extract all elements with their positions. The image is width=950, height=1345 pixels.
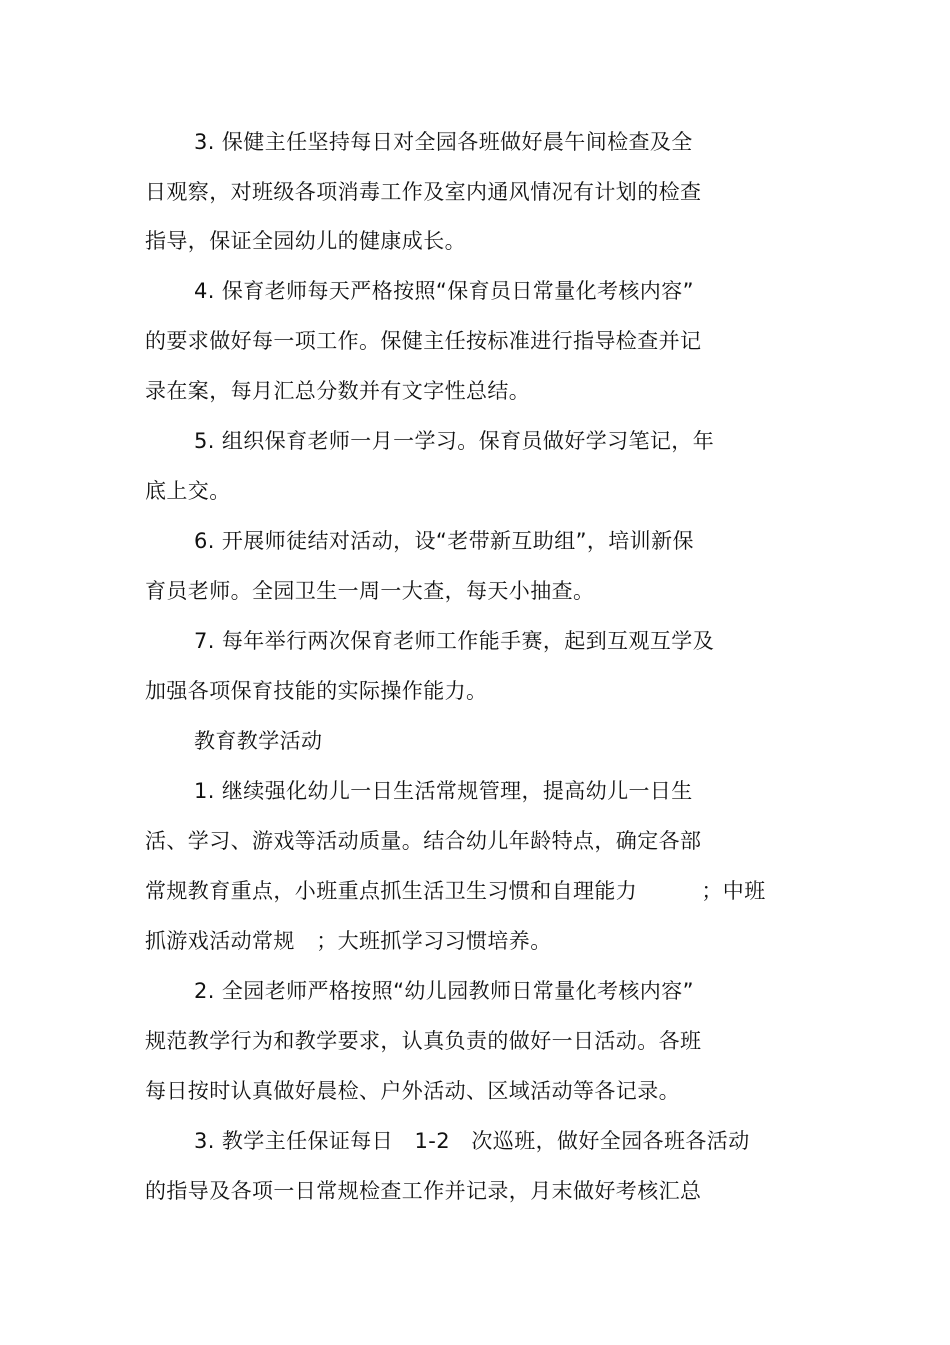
- text-line: 5. 组织保育老师一月一学习。保育员做好学习笔记，年: [194, 429, 715, 453]
- text-line: 加强各项保育技能的实际操作能力。: [145, 679, 488, 703]
- text-line: 日观察，对班级各项消毒工作及室内通风情况有计划的检查: [145, 180, 702, 204]
- text-line: 3. 保健主任坚持每日对全园各班做好晨午间检查及全: [194, 130, 693, 154]
- text-line: 育员老师。全园卫生一周一大查，每天小抽查。: [145, 579, 595, 603]
- text-line: 底上交。: [145, 479, 231, 503]
- section-heading: 教育教学活动: [194, 729, 323, 753]
- text-line: 指导，保证全园幼儿的健康成长。: [145, 229, 466, 253]
- text-line: 4. 保育老师每天严格按照“保育员日常量化考核内容”: [194, 279, 694, 303]
- text-line: 1. 继续强化幼儿一日生活常规管理，提高幼儿一日生: [194, 779, 693, 803]
- text-line: 规范教学行为和教学要求，认真负责的做好一日活动。各班: [145, 1029, 702, 1053]
- text-line: 每日按时认真做好晨检、户外活动、区域活动等各记录。: [145, 1079, 680, 1103]
- text-line: 6. 开展师徒结对活动，设“老带新互助组”，培训新保: [194, 529, 694, 553]
- text-line: 的指导及各项一日常规检查工作并记录，月末做好考核汇总: [145, 1179, 702, 1203]
- text-line: 活、学习、游戏等活动质量。结合幼儿年龄特点，确定各部: [145, 829, 702, 853]
- text-line: 的要求做好每一项工作。保健主任按标准进行指导检查并记: [145, 329, 702, 353]
- text-line: 抓游戏活动常规 ；大班抓学习习惯培养。: [145, 929, 552, 953]
- text-line: 录在案，每月汇总分数并有文字性总结。: [145, 379, 531, 403]
- text-line: 7. 每年举行两次保育老师工作能手赛，起到互观互学及: [194, 629, 715, 653]
- text-line: 常规教育重点，小班重点抓生活卫生习惯和自理能力 ；中班: [145, 879, 766, 903]
- text-line: 3. 教学主任保证每日 1-2 次巡班，做好全园各班各活动: [194, 1129, 750, 1153]
- text-line: 2. 全园老师严格按照“幼儿园教师日常量化考核内容”: [194, 979, 694, 1003]
